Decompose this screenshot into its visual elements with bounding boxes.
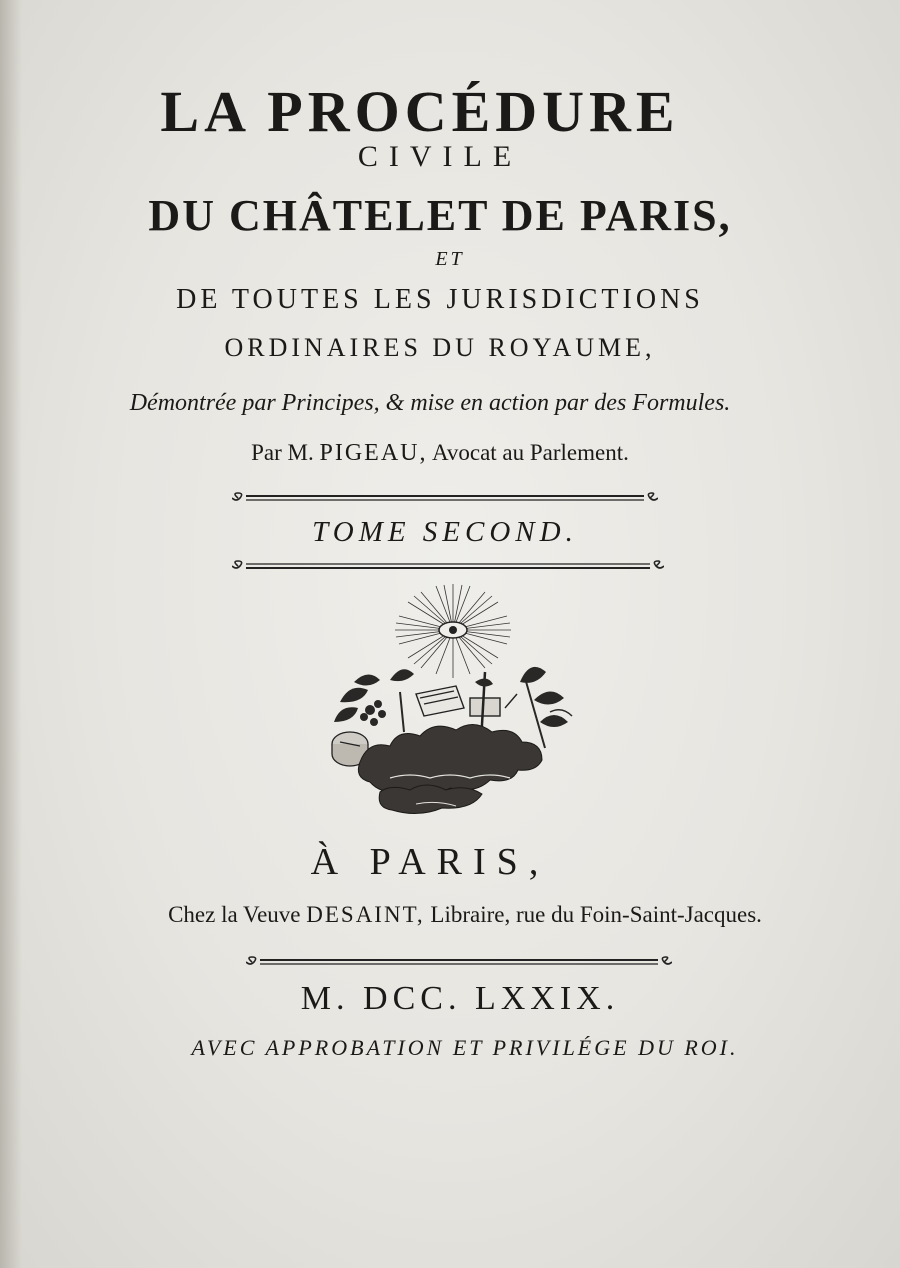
title-line-5: ORDINAIRES DU ROYAUME, <box>224 333 656 362</box>
title-line-2: CIVILE <box>357 140 523 173</box>
author-line <box>0 440 890 467</box>
royal-privilege: AVEC APPROBATION ET PRIVILÉGE DU ROI. <box>191 1035 739 1060</box>
foliage-left <box>334 669 414 732</box>
author-role: Avocat au Parlement. <box>431 440 629 465</box>
author-prefix: Par M. <box>251 440 314 465</box>
publisher-prefix: Chez la Veuve <box>168 902 301 927</box>
imprint-publisher <box>15 902 900 928</box>
author-name: PIGEAU, <box>319 440 428 466</box>
title-line-3: DU CHÂTELET DE PARIS, <box>148 191 732 240</box>
imprint-city: À PARIS, <box>310 841 550 883</box>
title-line-1: LA PROCÉDURE <box>160 79 680 144</box>
clouds <box>358 724 542 813</box>
publisher-name: DESAINT, <box>306 902 425 927</box>
title-conjunction: ET <box>435 248 465 270</box>
books <box>416 686 517 716</box>
ornamental-rule-top <box>232 490 658 506</box>
volume-label: TOME SECOND. <box>312 516 578 548</box>
eye-of-providence-vignette-icon <box>320 582 590 822</box>
ornamental-rule-middle <box>232 558 664 574</box>
publisher-address: Libraire, rue du Foin-Saint-Jacques. <box>430 902 762 927</box>
subtitle: Démontrée par Principes, & mise en action par des Formules. <box>129 390 731 416</box>
imprint-year: M. DCC. LXXIX. <box>300 980 620 1017</box>
ornamental-rule-bottom <box>246 954 672 970</box>
foliage-right <box>520 667 572 748</box>
title-line-4: DE TOUTES LES JURISDICTIONS <box>176 284 704 315</box>
